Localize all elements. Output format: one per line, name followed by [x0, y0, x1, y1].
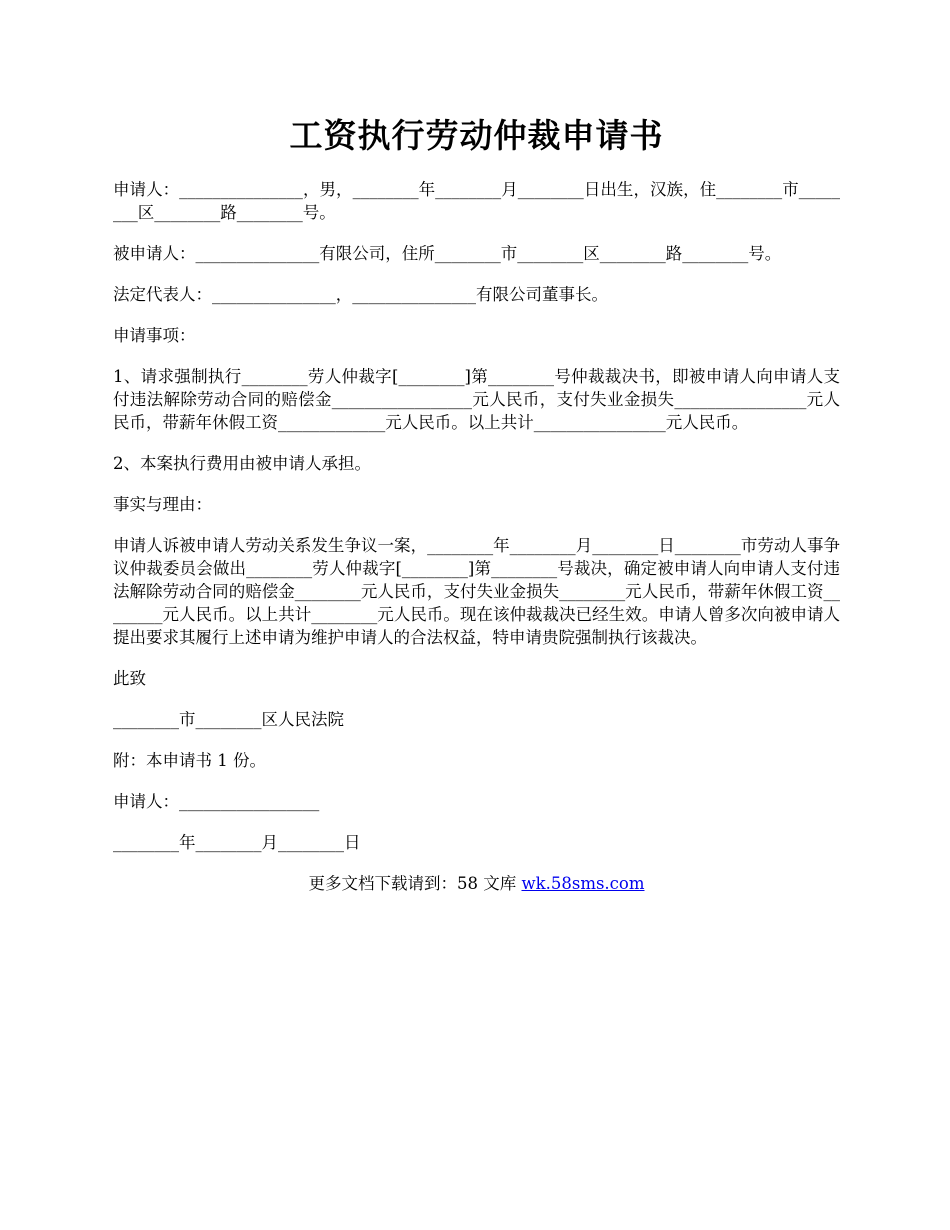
- salutation: 此致: [113, 669, 146, 688]
- document-title: 工资执行劳动仲裁申请书: [289, 116, 664, 155]
- applicant-info: 申请人：_______________，男，________年________月________日出生，汉族，住________市________区________路________号。: [113, 180, 840, 222]
- claims-heading: 申请事项：: [113, 326, 196, 345]
- claim-item-1: 1、请求强制执行________劳人仲裁字[________]第________号仲裁裁决书，即被申请人向申请人支付违法解除劳动合同的赔偿金_________________元人民币，支付失业金损失________________元人民币，带薪年休假工资_____________元人民币。以上共计________________元人民币。: [113, 367, 840, 432]
- facts-heading: 事实与理由：: [113, 495, 212, 514]
- applicant-signature: 申请人：_________________: [113, 792, 320, 811]
- document-page: [113, 108, 840, 895]
- claim-item-2: 2、本案执行费用由被申请人承担。: [113, 454, 371, 473]
- footer-link[interactable]: wk.58sms.com: [521, 874, 645, 893]
- court-name: ________市________区人民法院: [113, 710, 344, 729]
- facts-body: 申请人诉被申请人劳动关系发生争议一案，________年________月________日________市劳动人事争议仲裁委员会做出________劳人仲裁字[________]第________号裁决，确定被申请人向申请人支付违法解除劳动合同的赔偿金________元人民币，支付失业金损失________元人民币，带薪年休假工资________元人民币。以上共计________元人民币。现在该仲裁裁决已经生效。申请人曾多次向被申请人提出要求其履行上述申请为维护申请人的合法权益，特申请贵院强制执行该裁决。: [113, 536, 840, 647]
- legal-representative: 法定代表人：_______________，_______________有限公司董事长。: [113, 285, 608, 304]
- signature-date: ________年________月________日: [113, 833, 361, 852]
- footer-text: 更多文档下载请到：58 文库: [308, 874, 522, 893]
- attachment-note: 附：本申请书 1 份。: [113, 751, 266, 770]
- respondent-info: 被申请人：_______________有限公司，住所________市________区________路________号。: [113, 244, 782, 263]
- footer-note: [113, 872, 840, 895]
